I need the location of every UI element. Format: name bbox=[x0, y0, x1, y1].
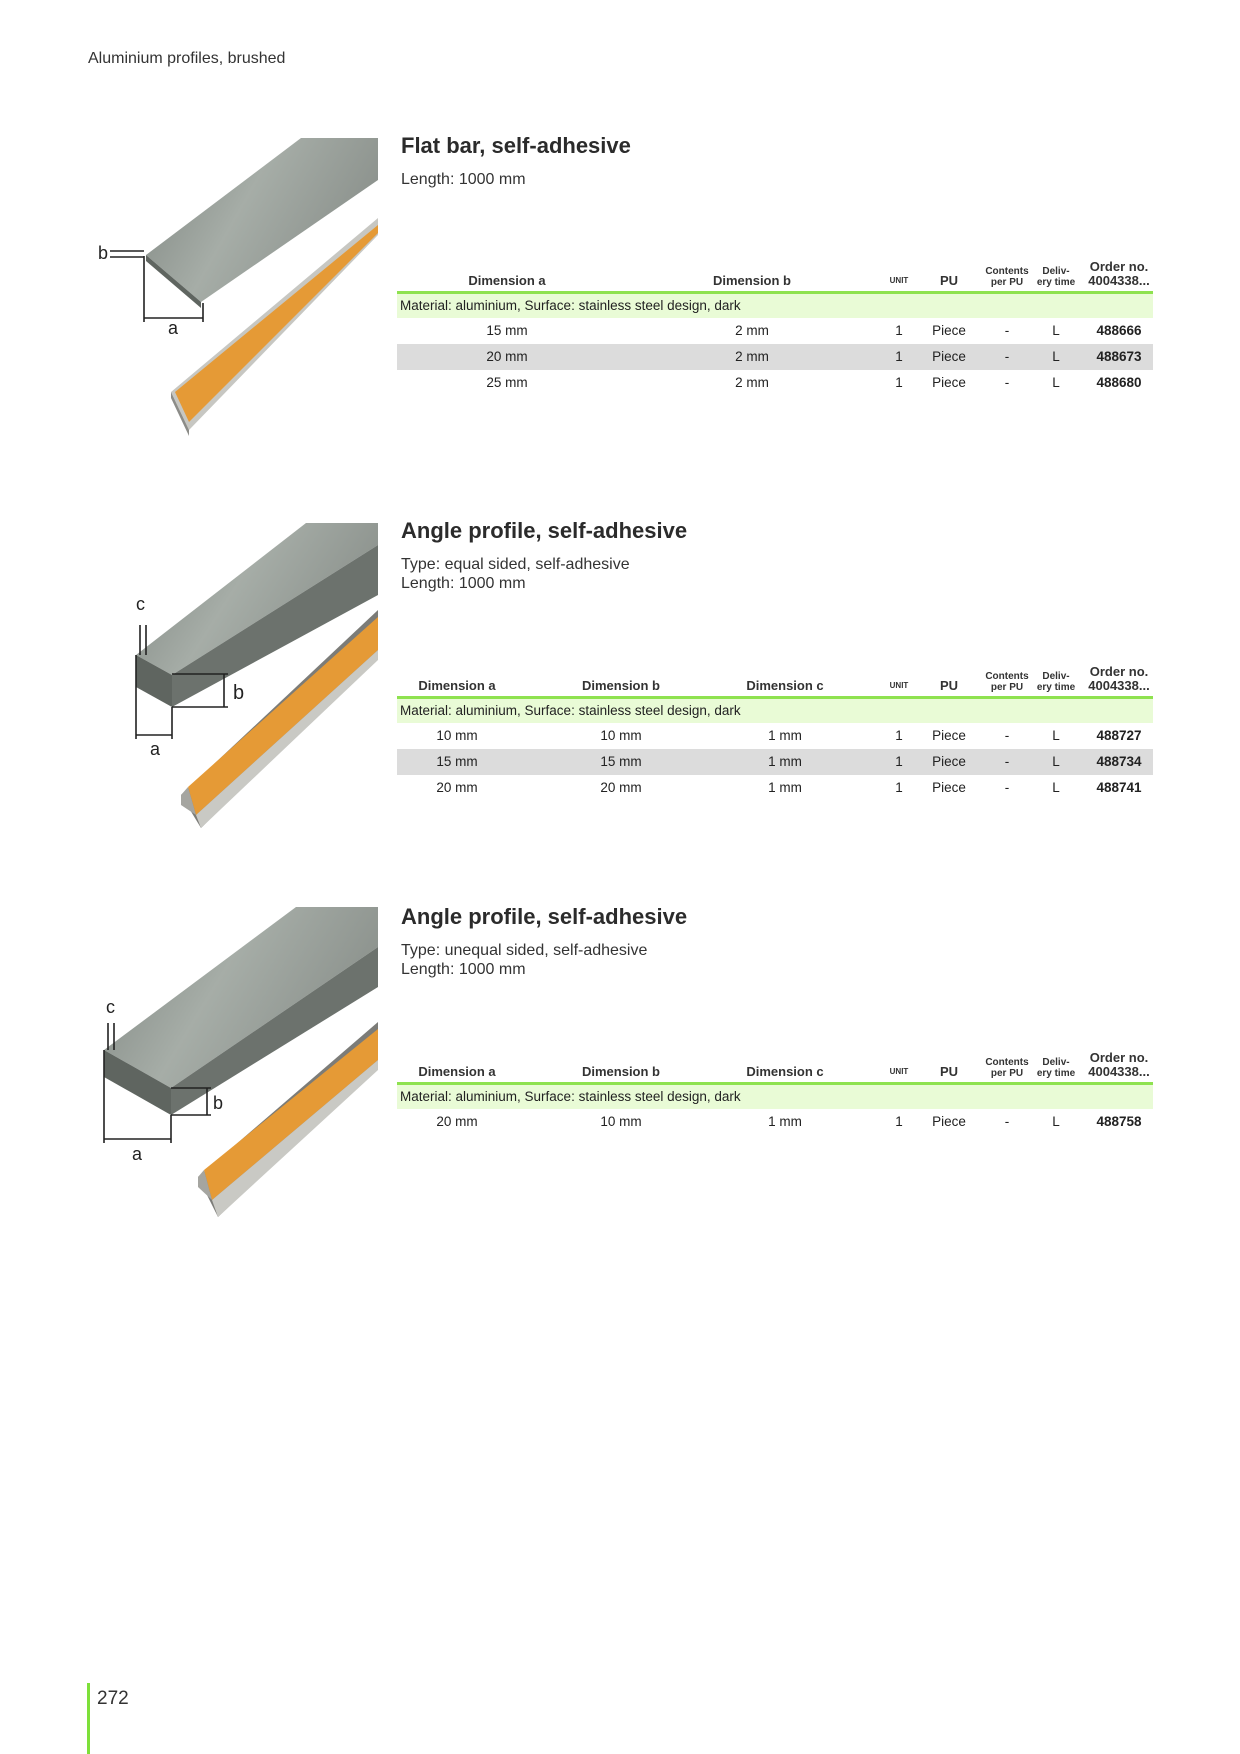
col-dimension-b: Dimension b bbox=[581, 1064, 660, 1079]
table-row: 20 mm 20 mm 1 mm 1 Piece - L 488741 bbox=[436, 780, 1142, 795]
material-row: Material: aluminium, Surface: stainless steel design, dark bbox=[397, 1085, 1153, 1109]
material-row: Material: aluminium, Surface: stainless steel design, dark bbox=[397, 294, 1153, 318]
col-dimension-b: Dimension b bbox=[581, 678, 660, 693]
col-delivery-time: Deliv- ery time bbox=[1036, 1057, 1076, 1079]
col-order-no: Order no. 4004338... bbox=[1088, 259, 1150, 288]
col-dimension-c: Dimension c bbox=[746, 1064, 824, 1079]
product-table bbox=[397, 1044, 1153, 1135]
col-dimension-a: Dimension a bbox=[418, 678, 496, 693]
description-line: Length: 1000 mm bbox=[401, 961, 526, 978]
description-line: Type: unequal sided, self-adhesive bbox=[401, 942, 648, 959]
table-row: 15 mm 2 mm 1 Piece - L 488666 bbox=[486, 323, 1142, 338]
dimension-label-b: b bbox=[213, 1093, 224, 1113]
col-unit: UNIT bbox=[889, 1067, 909, 1076]
product-title: Angle profile, self-adhesive bbox=[401, 904, 688, 929]
description-line: Type: equal sided, self-adhesive bbox=[401, 556, 630, 573]
col-delivery-time: Deliv- ery time bbox=[1036, 266, 1076, 288]
col-pu: PU bbox=[939, 273, 959, 288]
page-number: 272 bbox=[97, 1688, 129, 1709]
dimension-label-b: b bbox=[98, 243, 109, 263]
col-pu: PU bbox=[939, 678, 959, 693]
col-dimension-a: Dimension a bbox=[468, 273, 546, 288]
footer-accent-bar bbox=[87, 1683, 90, 1754]
table-row: 20 mm 10 mm 1 mm 1 Piece - L 488758 bbox=[436, 1114, 1142, 1129]
col-order-no: Order no. 4004338... bbox=[1088, 664, 1150, 693]
table-header bbox=[397, 253, 1153, 294]
col-unit: UNIT bbox=[889, 276, 909, 285]
flat-bar-product-image bbox=[96, 130, 386, 440]
dimension-label-c: c bbox=[136, 594, 145, 614]
col-contents: Contents per PU bbox=[985, 1057, 1029, 1079]
angle-profile-unequal-image bbox=[96, 905, 386, 1225]
col-order-no: Order no. 4004338... bbox=[1088, 1050, 1150, 1079]
product-description bbox=[401, 941, 647, 979]
description-line: Length: 1000 mm bbox=[401, 171, 526, 188]
col-delivery-time: Deliv- ery time bbox=[1036, 671, 1076, 693]
angle-profile-equal-image bbox=[96, 515, 386, 835]
dimension-label-c: c bbox=[106, 997, 115, 1017]
col-unit: UNIT bbox=[889, 681, 909, 690]
table-row: 20 mm 2 mm 1 Piece - L 488673 bbox=[397, 344, 1153, 370]
col-dimension-c: Dimension c bbox=[746, 678, 824, 693]
table-header bbox=[397, 658, 1153, 699]
dimension-label-b: b bbox=[233, 682, 245, 704]
product-description bbox=[401, 555, 630, 593]
product-title: Flat bar, self-adhesive bbox=[401, 133, 631, 158]
product-table bbox=[397, 253, 1153, 396]
col-dimension-a: Dimension a bbox=[418, 1064, 496, 1079]
product-description bbox=[401, 170, 526, 189]
table-row: 15 mm 15 mm 1 mm 1 Piece - L 488734 bbox=[397, 749, 1153, 775]
dimension-label-a: a bbox=[132, 1144, 143, 1164]
col-pu: PU bbox=[939, 1064, 959, 1079]
col-dimension-b: Dimension b bbox=[712, 273, 791, 288]
col-contents: Contents per PU bbox=[985, 671, 1029, 693]
material-row: Material: aluminium, Surface: stainless steel design, dark bbox=[397, 699, 1153, 723]
col-contents: Contents per PU bbox=[985, 266, 1029, 288]
table-row: 25 mm 2 mm 1 Piece - L 488680 bbox=[486, 375, 1142, 390]
table-header bbox=[397, 1044, 1153, 1085]
product-table bbox=[397, 658, 1153, 801]
page-header-title: Aluminium profiles, brushed bbox=[88, 50, 286, 67]
product-title: Angle profile, self-adhesive bbox=[401, 518, 688, 543]
description-line: Length: 1000 mm bbox=[401, 575, 526, 592]
table-row: 10 mm 10 mm 1 mm 1 Piece - L 488727 bbox=[436, 728, 1142, 743]
dimension-label-a: a bbox=[168, 318, 179, 338]
dimension-label-a: a bbox=[150, 739, 161, 759]
